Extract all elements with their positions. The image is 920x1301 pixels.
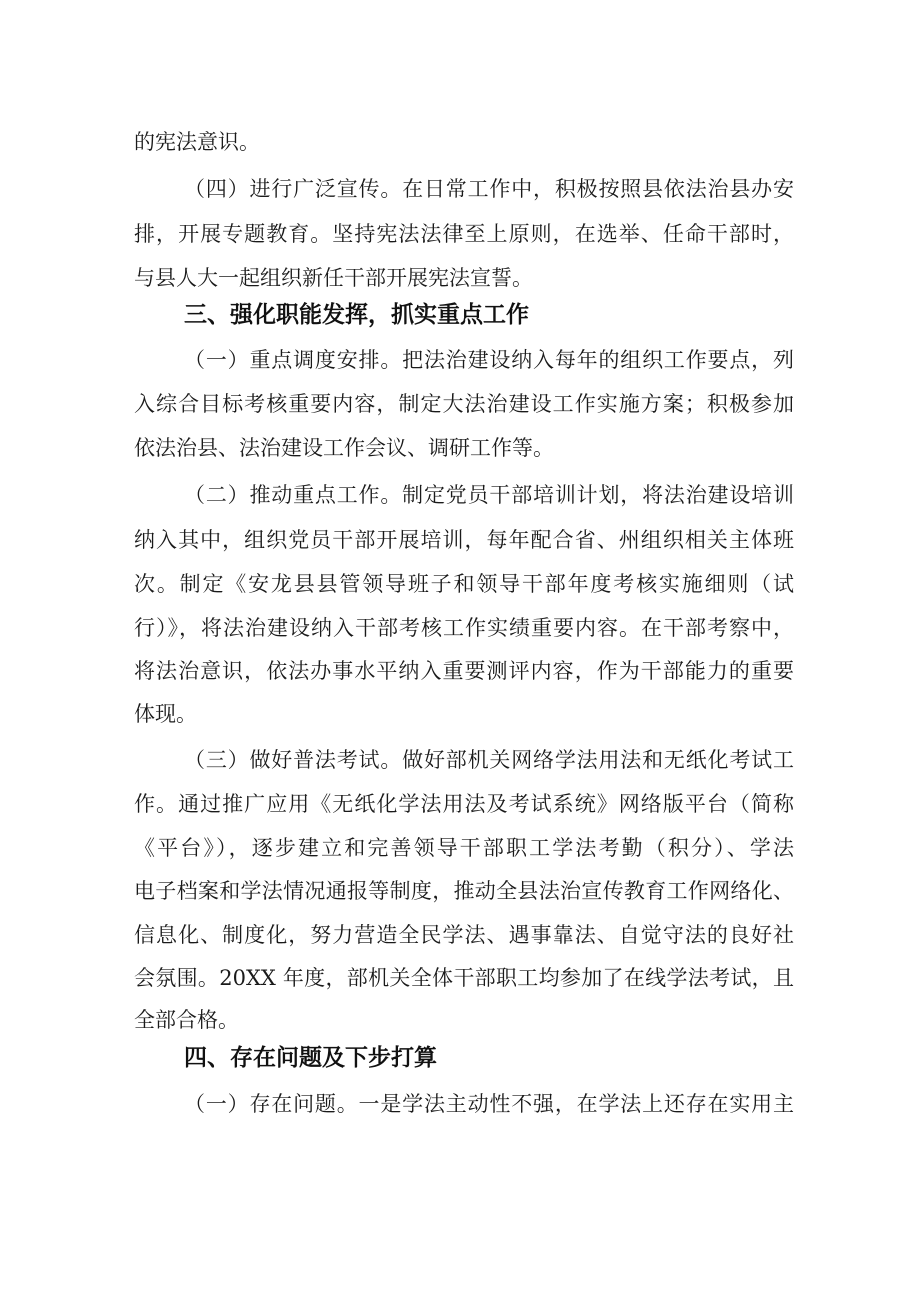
paragraph-line: 与县人大一起组织新任干部开展宪法宣誓。 <box>134 266 533 290</box>
paragraph-line: 排，开展专题教育。坚持宪法法律至上原则，在选举、任命干部时， <box>134 222 794 246</box>
paragraph-line: 纳入其中，组织党员干部开展培训，每年配合省、州组织相关主体班 <box>134 528 794 552</box>
paragraph-line: 依法治县、法治建设工作会议、调研工作等。 <box>134 436 554 460</box>
paragraph-line: 全部合格。 <box>134 1008 239 1032</box>
paragraph-line: 入综合目标考核重要内容，制定大法治建设工作实施方案；积极参加 <box>134 392 794 416</box>
paragraph-line: 的宪法意识。 <box>134 130 260 154</box>
section-heading: 四、存在问题及下步打算 <box>184 1045 437 1071</box>
paragraph-line: （一）重点调度安排。把法治建设纳入每年的组织工作要点，列 <box>184 348 794 372</box>
paragraph-line: 电子档案和学法情况通报等制度，推动全县法治宣传教育工作网络化、 <box>134 879 794 903</box>
paragraph-line: 《平台》），逐步建立和完善领导干部职工学法考勤（积分）、学法 <box>134 836 794 860</box>
paragraph-line: （三）做好普法考试。做好部机关网络学法用法和无纸化考试工 <box>184 748 794 772</box>
paragraph-line: 行）》，将法治建设纳入干部考核工作实绩重要内容。在干部考察中， <box>134 616 794 640</box>
paragraph-line: 信息化、制度化，努力营造全民学法、遇事靠法、自觉守法的良好社 <box>134 923 794 947</box>
section-heading: 三、强化职能发挥，抓实重点工作 <box>184 302 529 328</box>
paragraph-line: 作。通过推广应用《无纸化学法用法及考试系统》网络版平台（简称 <box>134 792 794 816</box>
paragraph-line: （二）推动重点工作。制定党员干部培训计划，将法治建设培训 <box>184 483 794 507</box>
paragraph-line: （四）进行广泛宣传。在日常工作中，积极按照县依法治县办安 <box>184 177 794 201</box>
paragraph-line: 次。制定《安龙县县管领导班子和领导干部年度考核实施细则（试 <box>134 572 794 596</box>
paragraph-line: 体现。 <box>134 702 197 726</box>
paragraph-line: 将法治意识，依法办事水平纳入重要测评内容，作为干部能力的重要 <box>134 659 794 683</box>
paragraph-line: （一）存在问题。一是学法主动性不强，在学法上还存在实用主 <box>184 1092 794 1116</box>
paragraph-line: 会氛围。20XX 年度，部机关全体干部职工均参加了在线学法考试，且 <box>134 966 794 990</box>
